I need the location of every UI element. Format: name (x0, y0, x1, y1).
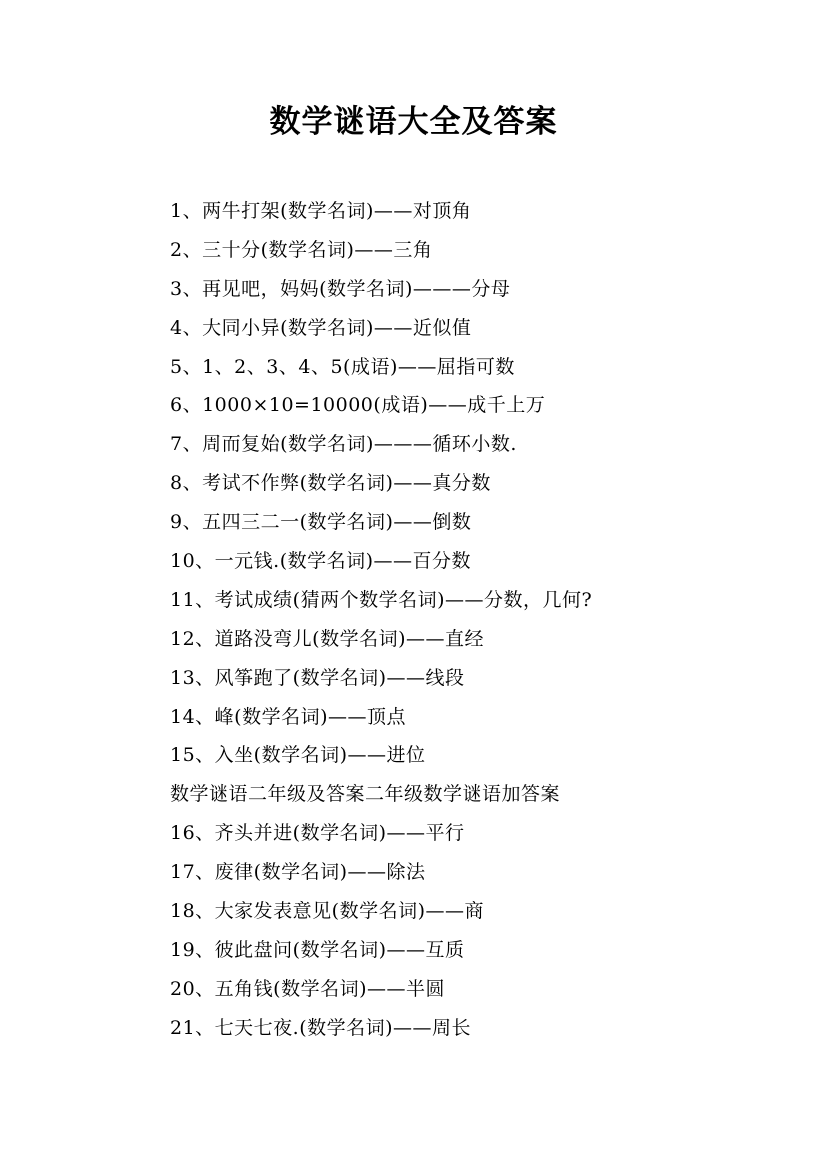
riddle-line-7: 7、周而复始(数学名词)———循环小数. (170, 433, 517, 456)
riddle-line-13: 13、风筝跑了(数学名词)——线段 (170, 666, 465, 689)
riddle-line-20: 20、五角钱(数学名词)——半圆 (170, 977, 446, 1000)
riddle-list (170, 196, 790, 1052)
riddle-line-14: 14、峰(数学名词)——顶点 (170, 705, 407, 728)
riddle-line-15: 15、入坐(数学名词)——进位 (170, 744, 426, 767)
riddle-line-19: 19、彼此盘问(数学名词)——互质 (170, 938, 465, 961)
riddle-line-2: 2、三十分(数学名词)——三角 (170, 238, 433, 261)
riddle-line-18: 18、大家发表意见(数学名词)——商 (170, 900, 485, 923)
riddle-line-16: 16、齐头并进(数学名词)——平行 (170, 822, 465, 845)
riddle-line-1: 1、两牛打架(数学名词)——对顶角 (170, 200, 472, 222)
section-subheading: 数学谜语二年级及答案二年级数学谜语加答案 (170, 783, 561, 806)
riddle-line-11: 11、考试成绩(猜两个数学名词)——分数，几何? (170, 588, 593, 611)
riddle-line-9: 9、五四三二一(数学名词)——倒数 (170, 511, 472, 534)
riddle-line-8: 8、考试不作弊(数学名词)——真分数 (170, 472, 491, 495)
riddle-line-21: 21、七天七夜.(数学名词)——周长 (170, 1016, 472, 1039)
page-title: 数学谜语大全及答案 (269, 104, 558, 140)
riddle-line-17: 17、废律(数学名词)——除法 (170, 861, 426, 884)
riddle-line-4: 4、大同小异(数学名词)——近似值 (170, 316, 472, 339)
riddle-line-10: 10、一元钱.(数学名词)——百分数 (170, 550, 472, 573)
riddle-line-6: 6、1000×10=10000(成语)——成千上万 (170, 394, 546, 417)
riddle-line-12: 12、道路没弯儿(数学名词)——直经 (170, 627, 485, 650)
riddle-line-3: 3、再见吧，妈妈(数学名词)———分母 (170, 277, 511, 300)
riddle-line-5: 5、1、2、3、4、5(成语)——屈指可数 (170, 355, 515, 378)
